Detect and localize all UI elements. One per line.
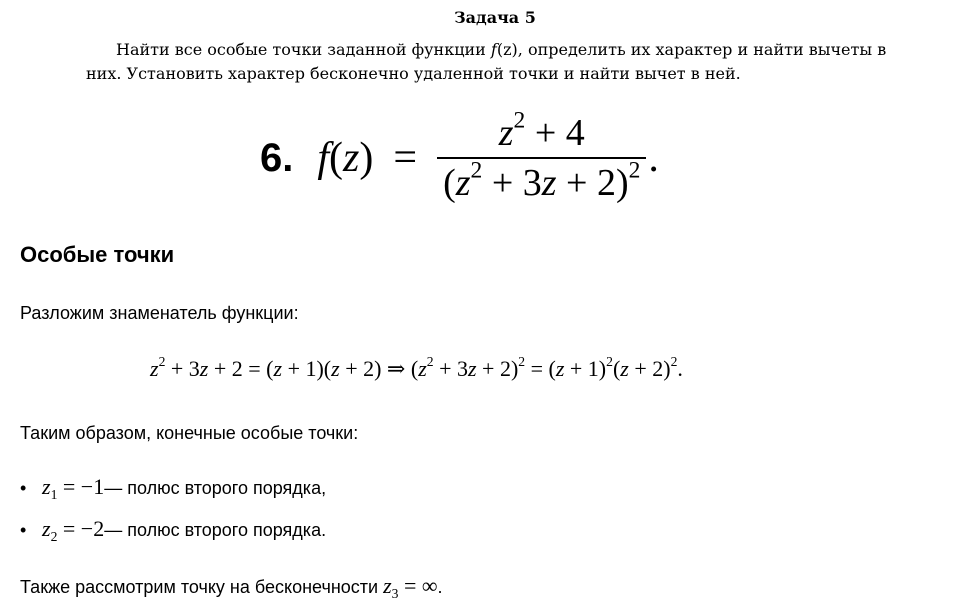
task-func-arg: (z) bbox=[496, 40, 518, 59]
fx-a-var2: z bbox=[199, 356, 209, 381]
task-title: Задача 5 bbox=[454, 8, 536, 27]
list-item bbox=[20, 516, 326, 542]
fx-e-tail: + 1) bbox=[564, 356, 607, 381]
infinity-end: . bbox=[437, 577, 443, 597]
infinity-sub: 3 bbox=[391, 585, 399, 601]
formula-f: f bbox=[317, 135, 330, 181]
fx-a-var: z bbox=[150, 356, 159, 381]
fx-e-exp: 2 bbox=[606, 353, 613, 369]
fx-d-tail: + 2) bbox=[476, 356, 519, 381]
point-value: = −1 bbox=[57, 474, 105, 499]
den-var1: z bbox=[455, 162, 471, 204]
formula-lhs bbox=[317, 134, 373, 182]
intro-text: Разложим знаменатель функции: bbox=[20, 303, 299, 323]
factorization-equation bbox=[150, 353, 683, 382]
infinity-lead: Также рассмотрим точку на бесконечности bbox=[20, 577, 384, 597]
fx-c-tail: + 2) ⇒ ( bbox=[339, 356, 419, 381]
point-var: z bbox=[42, 474, 51, 499]
point-var: z bbox=[42, 516, 51, 541]
task-text-end: , определить их характер и найти вычеты в них. Установить характер бесконечно удаленной точки и найти вычет в ней. bbox=[86, 40, 887, 83]
point-description: — полюс второго порядка. bbox=[104, 520, 327, 540]
task-statement bbox=[86, 38, 916, 86]
fx-end: . bbox=[677, 356, 683, 381]
point-value: = −2 bbox=[57, 516, 105, 541]
formula-denominator bbox=[437, 159, 646, 205]
fx-d-var2: z bbox=[467, 356, 477, 381]
num-rest: + 4 bbox=[525, 112, 585, 154]
fx-d-mid: + 3 bbox=[433, 356, 468, 381]
fx-f-var: z bbox=[620, 356, 629, 381]
infinity-value: = ∞ bbox=[398, 573, 438, 598]
den-outer-exp: 2 bbox=[628, 157, 641, 184]
summary-text: Таким образом, конечные особые точки: bbox=[20, 423, 359, 443]
fx-d-var: z bbox=[418, 356, 427, 381]
infinity-text bbox=[20, 573, 443, 599]
fx-a-tail: + 2 = ( bbox=[208, 356, 274, 381]
formula-close: ) bbox=[359, 135, 374, 181]
num-exp: 2 bbox=[513, 107, 526, 134]
task-text-start: Найти все особые точки заданной функции bbox=[116, 40, 491, 59]
point-sub: 1 bbox=[50, 486, 58, 502]
point-math bbox=[42, 474, 104, 500]
bullet-marker: • bbox=[20, 520, 27, 540]
den-rest: + 2) bbox=[556, 162, 629, 204]
fx-e-var: z bbox=[555, 356, 565, 381]
den-open: ( bbox=[443, 162, 456, 204]
infinity-math bbox=[383, 573, 438, 601]
fx-d-eq: = ( bbox=[525, 356, 556, 381]
task-func-name: f bbox=[490, 40, 497, 59]
fx-c-var: z bbox=[331, 356, 340, 381]
formula-numerator bbox=[493, 107, 591, 157]
formula-trail: . bbox=[648, 135, 659, 181]
point-description: — полюс второго порядка, bbox=[104, 478, 327, 498]
fx-a-exp: 2 bbox=[158, 353, 166, 369]
fx-e-open: ( bbox=[612, 356, 621, 381]
fx-f-tail: + 2) bbox=[628, 356, 671, 381]
section-heading: Особые точки bbox=[20, 242, 175, 267]
formula-number: 6. bbox=[260, 135, 294, 180]
bullet-marker: • bbox=[20, 478, 27, 498]
den-exp1: 2 bbox=[470, 157, 483, 184]
formula-fraction bbox=[437, 107, 646, 205]
den-mid: + 3 bbox=[482, 162, 542, 204]
list-item bbox=[20, 474, 326, 500]
den-var2: z bbox=[541, 162, 557, 204]
formula-equals: = bbox=[393, 135, 418, 181]
fx-d-exp: 2 bbox=[426, 353, 434, 369]
num-var: z bbox=[498, 112, 514, 154]
fx-a-mid: + 3 bbox=[165, 356, 200, 381]
point-math bbox=[42, 516, 104, 542]
fx-f-exp: 2 bbox=[670, 353, 678, 369]
fx-b-tail: + 1)( bbox=[282, 356, 332, 381]
formula-z: z bbox=[343, 135, 360, 181]
fx-b-var: z bbox=[273, 356, 283, 381]
infinity-var: z bbox=[383, 573, 392, 598]
formula-open: ( bbox=[329, 135, 344, 181]
point-sub: 2 bbox=[50, 528, 58, 544]
main-formula bbox=[260, 108, 659, 208]
fx-d-outer-exp: 2 bbox=[518, 353, 526, 369]
